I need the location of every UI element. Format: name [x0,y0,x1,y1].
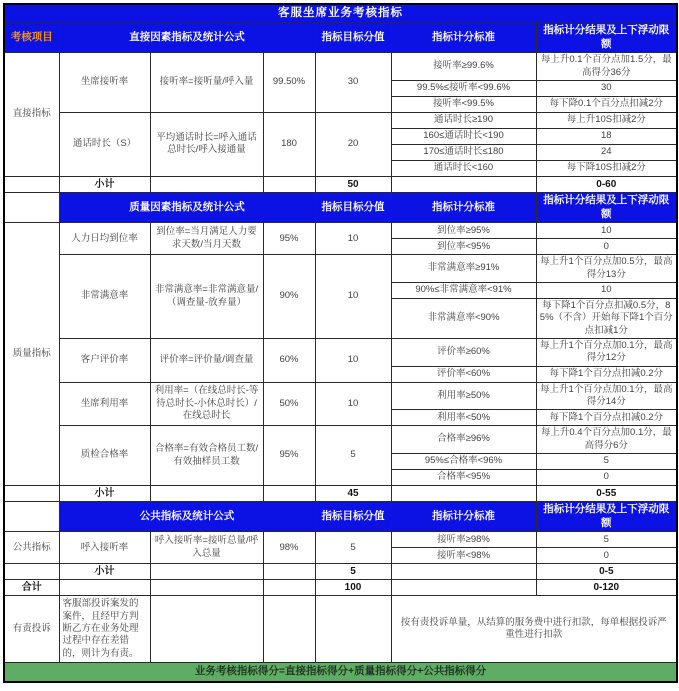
header-result: 指标计分结果及上下浮动限额 [536,501,677,531]
indicator-name: 坐席接听率 [59,53,150,113]
total-score: 100 [315,580,391,596]
formula-cell: 到位率=当月满足人力要求天数/当月天数 [150,223,263,255]
result-cell: 每上升0.4个百分点加0.1分，最高得分6分 [536,426,677,454]
result-cell: 0 [536,239,677,255]
header-target-score: 指标目标分值 [315,501,391,531]
criteria-cell: 99.5%≤接听率<99.6% [391,80,536,96]
result-cell: 0 [536,469,677,485]
result-cell: 每下降10S扣减2分 [536,160,677,176]
empty-cell [150,580,263,596]
target-cell: 98% [263,532,315,564]
assessment-table [3,3,678,683]
header-criteria: 指标计分标准 [391,501,536,531]
header-target-score: 指标目标分值 [315,22,391,52]
criteria-cell: 90%≤非常满意率<91% [391,282,536,298]
score-cell: 5 [315,426,391,486]
indicator-name: 人力日均到位率 [59,223,150,255]
criteria-cell: 利用率≥50% [391,382,536,410]
subtotal-range: 0-60 [536,176,677,192]
formula-cell: 非常满意率=非常满意量/（调查量-放弃量） [150,255,263,339]
criteria-cell: 非常满意率<90% [391,298,536,338]
formula-cell: 利用率=（在线总时长-等待总时长-小休总时长）/在线总时长 [150,382,263,426]
header-direct-section: 直接因素指标及统计公式 [59,22,315,52]
result-cell: 每下降1个百分点扣减0.2分 [536,366,677,382]
empty-cell [315,596,391,663]
empty-cell [4,192,59,222]
empty-cell [4,501,59,531]
subtotal-range: 0-55 [536,485,677,501]
subtotal-score: 50 [315,176,391,192]
empty-cell [150,176,263,192]
criteria-cell: 非常满意率≥91% [391,255,536,283]
total-range: 0-120 [536,580,677,596]
subtotal-label: 小计 [59,564,150,580]
header-criteria: 指标计分标准 [391,22,536,52]
score-cell: 5 [315,532,391,564]
formula-cell: 呼入接听率=接听总量/呼入总量 [150,532,263,564]
empty-cell [263,564,315,580]
indicator-name: 质检合格率 [59,426,150,486]
empty-cell [4,485,59,501]
header-result: 指标计分结果及上下浮动限额 [536,22,677,52]
header-criteria: 指标计分标准 [391,192,536,222]
result-cell: 24 [536,144,677,160]
score-cell: 10 [315,255,391,339]
total-label: 合计 [4,580,59,596]
criteria-cell: 到位率≥95% [391,223,536,239]
criteria-cell: 通话时长≥190 [391,112,536,128]
result-cell: 5 [536,532,677,548]
criteria-cell: 评价率≥60% [391,338,536,366]
bottom-margin [3,683,676,688]
indicator-name: 呼入接听率 [59,532,150,564]
target-cell: 95% [263,426,315,486]
subtotal-label: 小计 [59,485,150,501]
criteria-cell: 通话时长<160 [391,160,536,176]
empty-cell [263,176,315,192]
target-cell: 60% [263,338,315,382]
empty-cell [391,176,536,192]
section-label-public: 公共指标 [4,532,59,564]
result-cell: 10 [536,223,677,239]
formula-cell: 平均通话时长=呼入通话总时长/呼入接通量 [150,112,263,176]
target-cell: 95% [263,223,315,255]
score-cell: 10 [315,223,391,255]
criteria-cell: 评价率<60% [391,366,536,382]
indicator-name: 非常满意率 [59,255,150,339]
result-cell: 18 [536,128,677,144]
header-project: 考核项目 [4,22,59,52]
target-cell: 50% [263,382,315,426]
subtotal-score: 45 [315,485,391,501]
criteria-cell: 接听率≥99.6% [391,53,536,81]
result-cell: 每上升1个百分点加0.5分，最高得分13分 [536,255,677,283]
score-cell: 30 [315,53,391,113]
indicator-name: 通话时长（S） [59,112,150,176]
subtotal-label: 小计 [59,176,150,192]
empty-cell [150,596,263,663]
criteria-cell: 95%≤合格率<96% [391,453,536,469]
complaint-description: 客服部投诉案发的案件，且经甲方判断乙方在业务处理过程中存在差错的，则计为有责。 [59,596,150,663]
section-label-quality: 质量指标 [4,223,59,486]
empty-cell [150,485,263,501]
formula-cell: 合格率=有效合格员工数/有效抽样员工数 [150,426,263,486]
result-cell: 每上升1个百分点加0.1分，最高得分14分 [536,382,677,410]
criteria-cell: 170≤通话时长≤180 [391,144,536,160]
header-quality-section: 质量因素指标及统计公式 [59,192,315,222]
target-cell: 180 [263,112,315,176]
criteria-cell: 接听率≥98% [391,532,536,548]
target-cell: 99.50% [263,53,315,113]
header-target-score: 指标目标分值 [315,192,391,222]
complaint-policy: 按有责投诉单量，从结算的服务费中进行扣款，每单根据投诉严重性进行扣款 [391,596,677,663]
score-formula-footer: 业务考核指标得分=直接指标得分+质量指标得分+公共指标得分 [4,662,677,682]
formula-cell: 评价率=评价量/调查量 [150,338,263,382]
result-cell: 10 [536,282,677,298]
score-cell: 20 [315,112,391,176]
criteria-cell: 利用率<50% [391,410,536,426]
subtotal-score: 5 [315,564,391,580]
result-cell: 每上升1个百分点加0.1分，最高得分12分 [536,338,677,366]
result-cell: 5 [536,453,677,469]
empty-cell [391,580,536,596]
result-cell: 每下降1个百分点扣减0.5分，85%（不含）开始每下降1个百分点扣减1分 [536,298,677,338]
empty-cell [263,596,315,663]
complaint-label: 有责投诉 [4,596,59,663]
score-cell: 10 [315,338,391,382]
criteria-cell: 合格率≥96% [391,426,536,454]
criteria-cell: 合格率<95% [391,469,536,485]
empty-cell [263,580,315,596]
indicator-name: 客户评价率 [59,338,150,382]
empty-cell [4,176,59,192]
result-cell: 0 [536,548,677,564]
criteria-cell: 到位率<95% [391,239,536,255]
criteria-cell: 160≤通话时长<190 [391,128,536,144]
header-public-section: 公共指标及统计公式 [59,501,315,531]
header-result: 指标计分结果及上下浮动限额 [536,192,677,222]
result-cell: 每下降1个百分点扣减0.2分 [536,410,677,426]
empty-cell [59,580,150,596]
indicator-name: 坐席利用率 [59,382,150,426]
target-cell: 90% [263,255,315,339]
section-label-direct: 直接指标 [4,53,59,177]
score-cell: 10 [315,382,391,426]
subtotal-range: 0-5 [536,564,677,580]
empty-cell [391,564,536,580]
empty-cell [150,564,263,580]
empty-cell [391,485,536,501]
table-title: 客服坐席业务考核指标 [4,4,677,22]
result-cell: 每下降0.1个百分点扣减2分 [536,96,677,112]
empty-cell [263,485,315,501]
formula-cell: 接听率=接听量/呼入量 [150,53,263,113]
empty-cell [4,564,59,580]
result-cell: 每上升10S扣减2分 [536,112,677,128]
criteria-cell: 接听率<98% [391,548,536,564]
criteria-cell: 接听率<99.5% [391,96,536,112]
result-cell: 每上升0.1个百分点加1.5分，最高得分36分 [536,53,677,81]
result-cell: 30 [536,80,677,96]
